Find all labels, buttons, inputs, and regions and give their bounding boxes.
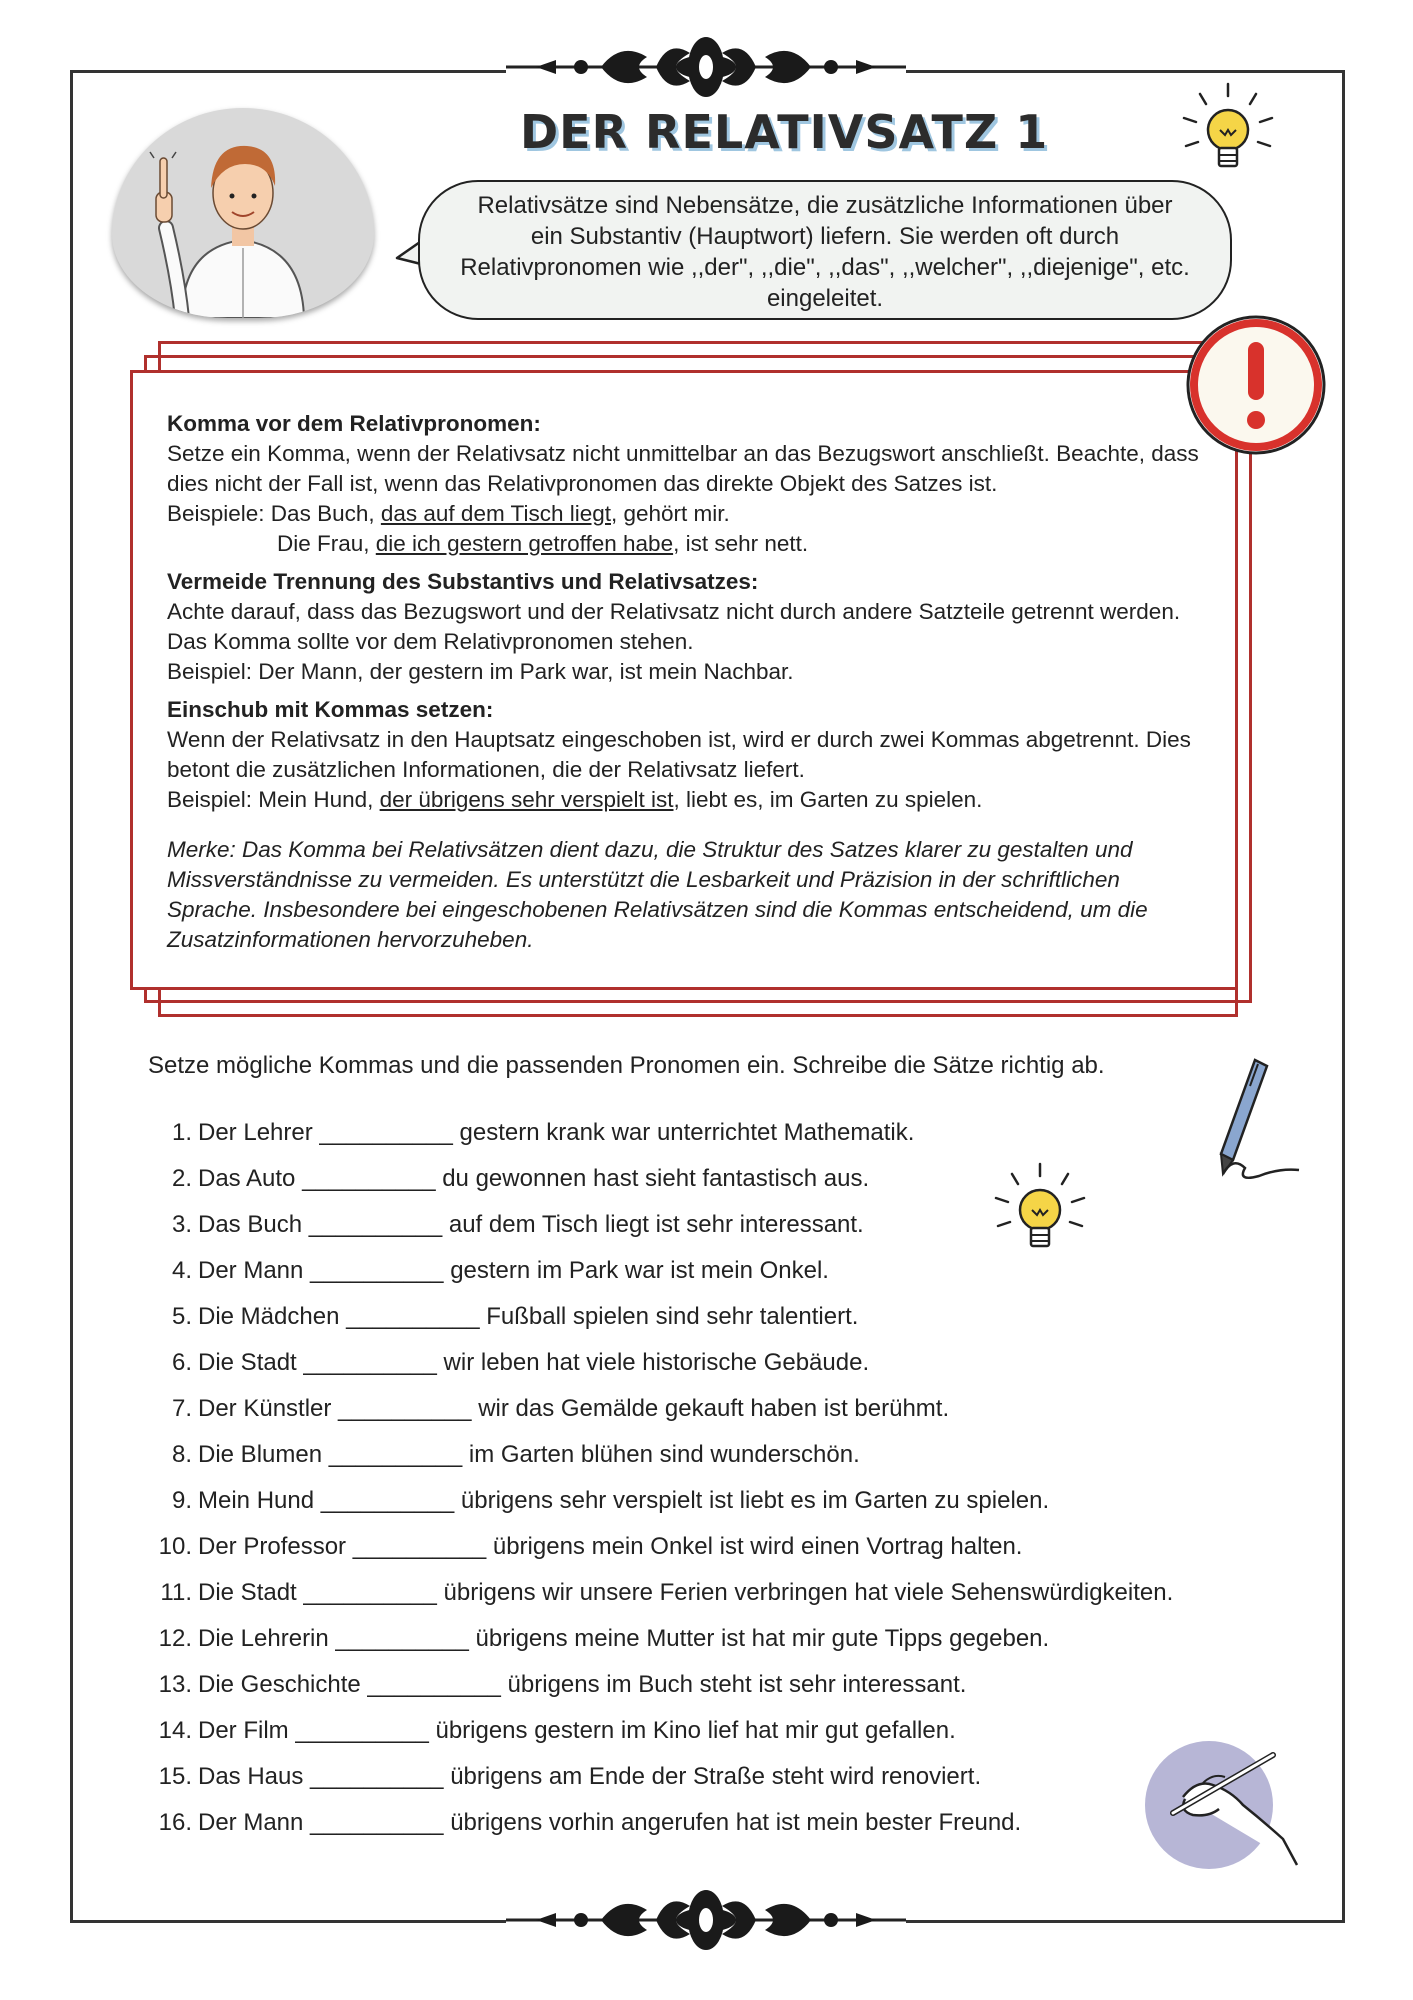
writing-hand-icon — [1143, 1735, 1303, 1875]
list-item: 10. Der Professor __________ übrigens mein Onkel ist wird einen Vortrag halten. — [158, 1533, 1023, 1560]
rule-section-1 — [167, 409, 1205, 559]
intro-text: Relativsätze sind Nebensätze, die zusätzliche Informationen über ein Substantiv (Hauptwort) liefern. Sie werden oft durch Relativpronomen wie ,,der", ,,die", ,,das", ,,welcher", ,,diejenige", etc. eingeleitet. — [460, 192, 1190, 312]
warning-icon — [1181, 310, 1331, 460]
list-item: 12. Die Lehrerin __________ übrigens meine Mutter ist hat mir gute Tipps gegeben. — [158, 1625, 1050, 1652]
pen-icon — [1200, 1052, 1310, 1182]
list-item: 3. Das Buch __________ auf dem Tisch liegt ist sehr interessant. — [171, 1211, 864, 1238]
lightbulb-icon — [1178, 80, 1278, 190]
rule-heading-3: Einschub mit Kommas setzen: — [167, 697, 494, 722]
rule-example-1: Beispiele: Das Buch, das auf dem Tisch liegt, gehört mir. — [167, 501, 730, 526]
page-title: DER RELATIVSATZ 1 — [520, 105, 1049, 159]
list-item: 15. Das Haus __________ übrigens am Ende der Straße steht wird renoviert. — [158, 1763, 982, 1790]
list-item: 2. Das Auto __________ du gewonnen hast sieht fantastisch aus. — [171, 1165, 870, 1192]
list-item: 16. Der Mann __________ übrigens vorhin angerufen hat ist mein bester Freund. — [158, 1809, 1022, 1836]
list-item: 6. Die Stadt __________ wir leben hat viele historische Gebäude. — [171, 1349, 870, 1376]
rule-example-3: Beispiel: Der Mann, der gestern im Park war, ist mein Nachbar. — [167, 659, 794, 684]
ornament-icon — [506, 32, 906, 102]
rule-section-2 — [167, 567, 1205, 687]
list-item: 5. Die Mädchen __________ Fußball spielen sind sehr talentiert. — [171, 1303, 859, 1330]
rules-box — [130, 370, 1238, 990]
rule-heading-2: Vermeide Trennung des Substantivs und Relativsatzes: — [167, 569, 759, 594]
ornament-icon — [506, 1885, 906, 1955]
rule-example-4: Beispiel: Mein Hund, der übrigens sehr verspielt ist, liebt es, im Garten zu spielen. — [167, 787, 983, 812]
list-item: 1. Der Lehrer __________ gestern krank war unterrichtet Mathematik. — [171, 1119, 915, 1146]
rule-text-3: Wenn der Relativsatz in den Hauptsatz eingeschoben ist, wird er durch zwei Kommas abgetrennt. Dies betont die zusätzlichen Informationen, die der Relativsatz liefert. — [167, 727, 1191, 782]
merke-note: Merke: Das Komma bei Relativsätzen dient dazu, die Struktur des Satzes klarer zu gestalten und Missverständnisse zu vermeiden. Es unterstützt die Lesbarkeit und Präzision in der schriftlichen Sprache. Insbesondere bei eingeschobenen Relativsätzen sind die Kommas entscheidend, um die Zusatzinformationen hervorzuheben. — [167, 837, 1148, 952]
list-item: 9. Mein Hund __________ übrigens sehr verspielt ist liebt es im Garten zu spielen. — [171, 1487, 1050, 1514]
rule-text-2: Achte darauf, dass das Bezugswort und der Relativsatz nicht durch andere Satzteile getrennt werden. Das Komma sollte vor dem Relativpronomen stehen. — [167, 599, 1181, 654]
list-item: 14. Der Film __________ übrigens gestern im Kino lief hat mir gut gefallen. — [158, 1717, 956, 1744]
rule-text-1: Setze ein Komma, wenn der Relativsatz nicht unmittelbar an das Bezugswort anschließt. Beachte, dass dies nicht der Fall ist, wenn das Relativpronomen das direkte Objekt des Satzes ist. — [167, 441, 1199, 496]
list-item: 13. Die Geschichte __________ übrigens im Buch steht ist sehr interessant. — [158, 1671, 967, 1698]
exercise-list — [148, 1110, 1173, 1846]
exercise-instruction: Setze mögliche Kommas und die passenden Pronomen ein. Schreibe die Sätze richtig ab. — [148, 1052, 1105, 1079]
rule-section-3 — [167, 695, 1205, 815]
intro-speech-bubble — [418, 180, 1232, 320]
rule-heading-1: Komma vor dem Relativpronomen: — [167, 411, 541, 436]
list-item: 11. Die Stadt __________ übrigens wir unsere Ferien verbringen hat viele Sehenswürdigkeiten. — [160, 1579, 1174, 1606]
list-item: 4. Der Mann __________ gestern im Park war ist mein Onkel. — [171, 1257, 829, 1284]
rule-example-2: Die Frau, die ich gestern getroffen habe, ist sehr nett. — [277, 531, 809, 556]
list-item: 7. Der Künstler __________ wir das Gemälde gekauft haben ist berühmt. — [171, 1395, 950, 1422]
list-item: 8. Die Blumen __________ im Garten blühen sind wunderschön. — [171, 1441, 860, 1468]
